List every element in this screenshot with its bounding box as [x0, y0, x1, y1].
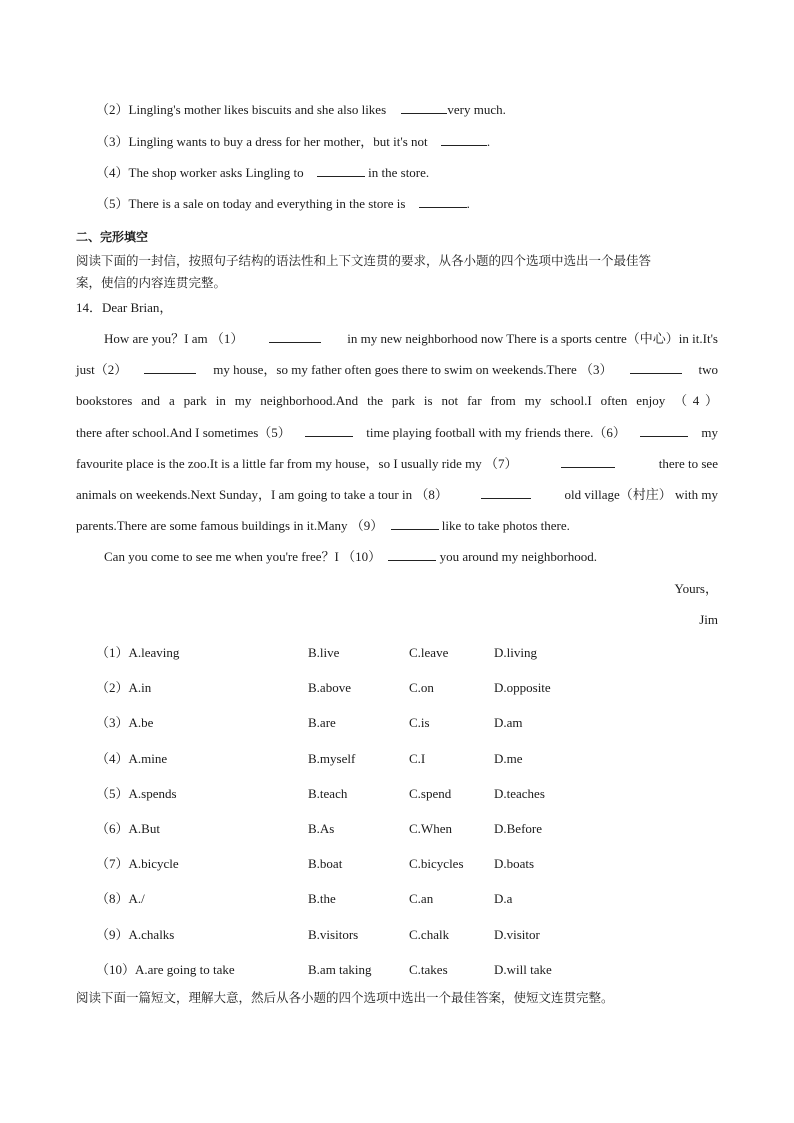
option-cell: [96, 750, 167, 768]
option-cell: [308, 820, 334, 838]
question-number: （3）: [96, 134, 129, 149]
letter-text: like to take photos there.: [441, 518, 570, 533]
blank-3: [630, 361, 682, 374]
letter-line-6: [76, 486, 718, 504]
option-cell: [494, 785, 545, 803]
letter-signature: Jim: [699, 612, 718, 627]
letter-text: just（2）: [76, 362, 128, 377]
option-c[interactable]: C.takes: [409, 962, 448, 977]
letter-line-5: [76, 455, 718, 473]
question-text-end: in the store.: [368, 165, 430, 180]
option-d[interactable]: D.teaches: [494, 786, 545, 801]
option-d[interactable]: D.Before: [494, 821, 543, 836]
option-c[interactable]: C.I: [409, 751, 426, 766]
section-instruction-line2: 案，使信的内容连贯完整。: [76, 275, 227, 290]
option-cell: [494, 926, 540, 944]
option-number: （3）: [96, 715, 129, 730]
option-number: （9）: [96, 927, 129, 942]
option-cell: [308, 855, 342, 873]
letter-line-7: [76, 517, 570, 535]
option-number: （8）: [96, 891, 129, 906]
blank-10: [388, 548, 436, 561]
option-cell: [409, 750, 425, 768]
answer-blank: [441, 133, 487, 146]
option-c[interactable]: C.chalk: [409, 927, 450, 942]
letter-text: favourite place is the zoo.It is a little far from my house，so I usually ride my （7）: [76, 456, 518, 471]
option-b[interactable]: B.teach: [308, 786, 348, 801]
option-number: （1）: [96, 645, 129, 660]
blank-9: [391, 517, 439, 530]
letter-greeting: 14．Dear Brian，: [76, 300, 173, 315]
answer-blank: [401, 101, 447, 114]
option-b[interactable]: B.am taking: [308, 962, 372, 977]
option-cell: [308, 679, 351, 697]
blank-2: [144, 361, 196, 374]
option-cell: [409, 644, 448, 662]
option-d[interactable]: D.opposite: [494, 680, 551, 695]
option-c[interactable]: C.an: [409, 891, 434, 906]
option-d[interactable]: D.visitor: [494, 927, 540, 942]
blank-7: [561, 455, 615, 468]
question-2: [96, 101, 506, 119]
option-d[interactable]: D.living: [494, 645, 537, 660]
option-cell: [494, 750, 523, 768]
letter-text: my: [701, 425, 718, 440]
letter-line-2: [76, 361, 718, 379]
letter-text: two: [698, 362, 718, 377]
option-a[interactable]: A.in: [128, 680, 152, 695]
option-a[interactable]: A.But: [128, 821, 160, 836]
option-cell: [308, 644, 339, 662]
option-cell: [96, 785, 177, 803]
option-cell: [96, 714, 153, 732]
letter-text: Can you come to see me when you're free？I （10）: [104, 549, 382, 564]
option-c[interactable]: C.is: [409, 715, 430, 730]
option-cell: [409, 820, 452, 838]
option-cell: [409, 785, 451, 803]
letter-text: parents.There are some famous buildings in it.Many （9）: [76, 518, 384, 533]
option-cell: [96, 961, 235, 979]
question-text: There is a sale on today and everything in the store is: [128, 196, 406, 211]
option-cell: [96, 820, 160, 838]
option-a[interactable]: A.are going to take: [135, 962, 235, 977]
question-5: [96, 195, 470, 213]
option-b[interactable]: B.live: [308, 645, 340, 660]
option-cell: [409, 926, 449, 944]
option-c[interactable]: C.spend: [409, 786, 452, 801]
blank-8: [481, 486, 531, 499]
option-cell: [409, 890, 433, 908]
option-number: （4）: [96, 751, 129, 766]
section-instruction-line1: 阅读下面的一封信，按照句子结构的语法性和上下文连贯的要求，从各小题的四个选项中选出一个最佳答: [76, 253, 652, 268]
letter-text: time playing football with my friends there.（6）: [366, 425, 626, 440]
option-d[interactable]: D.a: [494, 891, 513, 906]
option-cell: [494, 644, 537, 662]
option-number: （10）: [96, 962, 136, 977]
answer-blank: [317, 164, 365, 177]
answer-blank: [419, 195, 467, 208]
option-cell: [308, 750, 355, 768]
blank-1: [269, 330, 321, 343]
question-number: （5）: [96, 196, 129, 211]
letter-closing: Yours，: [674, 581, 718, 596]
option-cell: [308, 785, 347, 803]
option-cell: [409, 679, 434, 697]
option-number: （2）: [96, 680, 129, 695]
option-a[interactable]: A.chalks: [128, 927, 175, 942]
option-a[interactable]: A.be: [128, 715, 154, 730]
option-cell: [96, 855, 179, 873]
option-d[interactable]: D.will take: [494, 962, 552, 977]
option-b[interactable]: B.As: [308, 821, 335, 836]
letter-text: in my new neighborhood now There is a sports centre（中心）in it.It's: [347, 331, 718, 346]
option-b[interactable]: B.visitors: [308, 927, 359, 942]
option-number: （7）: [96, 856, 129, 871]
option-c[interactable]: C.leave: [409, 645, 449, 660]
letter-line-4: [76, 424, 718, 442]
letter-text: my house，so my father often goes there to swim on weekends.There （3）: [213, 362, 613, 377]
letter-text: you around my neighborhood.: [439, 549, 597, 564]
option-cell: [308, 890, 336, 908]
letter-text: animals on weekends.Next Sunday，I am going to take a tour in （8）: [76, 487, 448, 502]
question-text: The shop worker asks Lingling to: [128, 165, 304, 180]
option-cell: [494, 679, 551, 697]
option-cell: [308, 714, 336, 732]
option-cell: [96, 926, 174, 944]
option-d[interactable]: D.am: [494, 715, 523, 730]
option-cell: [308, 926, 358, 944]
question-3: [96, 133, 490, 151]
question-text: Lingling wants to buy a dress for her mother，but it's not: [128, 134, 428, 149]
blank-5: [305, 424, 353, 437]
letter-text: How are you？I am （1）: [104, 331, 244, 346]
question-text-end: very much.: [447, 102, 506, 117]
option-d[interactable]: D.boats: [494, 856, 535, 871]
option-cell: [494, 714, 523, 732]
question-text-end: .: [486, 134, 491, 149]
option-a[interactable]: A.bicycle: [128, 856, 179, 871]
option-b[interactable]: B.are: [308, 715, 336, 730]
option-cell: [308, 961, 372, 979]
option-c[interactable]: C.on: [409, 680, 434, 695]
letter-text: old village（村庄） with my: [564, 487, 718, 502]
question-number: （2）: [96, 102, 129, 117]
option-cell: [494, 961, 552, 979]
section-title: 二、完形填空: [76, 230, 149, 244]
question-4: [96, 164, 429, 182]
letter-line-8: [104, 548, 597, 566]
option-cell: [96, 644, 179, 662]
option-cell: [494, 855, 534, 873]
option-a[interactable]: A.leaving: [128, 645, 180, 660]
question-text-end: .: [466, 196, 470, 211]
question-text: Lingling's mother likes biscuits and she also likes: [128, 102, 387, 117]
option-cell: [409, 714, 430, 732]
blank-6: [640, 424, 688, 437]
letter-line-1: [104, 330, 718, 348]
letter-text: there after school.And I sometimes（5）: [76, 425, 291, 440]
option-b[interactable]: B.boat: [308, 856, 343, 871]
option-c[interactable]: C.When: [409, 821, 452, 836]
question-number: （4）: [96, 165, 129, 180]
option-cell: [409, 855, 464, 873]
letter-line-3: bookstores and a park in my neighborhood.And the park is not far from my school.I often enjoy （4）: [76, 393, 718, 408]
option-cell: [96, 679, 151, 697]
letter-text: there to see: [658, 456, 718, 471]
option-c[interactable]: C.bicycles: [409, 856, 464, 871]
option-number: （5）: [96, 786, 129, 801]
option-a[interactable]: A.mine: [128, 751, 168, 766]
option-cell: [409, 961, 448, 979]
option-number: （6）: [96, 821, 129, 836]
option-a[interactable]: A.spends: [128, 786, 177, 801]
option-cell: [494, 890, 512, 908]
option-b[interactable]: B.above: [308, 680, 351, 695]
option-cell: [96, 890, 145, 908]
option-d[interactable]: D.me: [494, 751, 523, 766]
option-a[interactable]: A./: [128, 891, 145, 906]
next-instruction: 阅读下面一篇短文，理解大意，然后从各小题的四个选项中选出一个最佳答案，使短文连贯完整。: [76, 990, 614, 1005]
option-b[interactable]: B.the: [308, 891, 336, 906]
option-cell: [494, 820, 542, 838]
option-b[interactable]: B.myself: [308, 751, 356, 766]
